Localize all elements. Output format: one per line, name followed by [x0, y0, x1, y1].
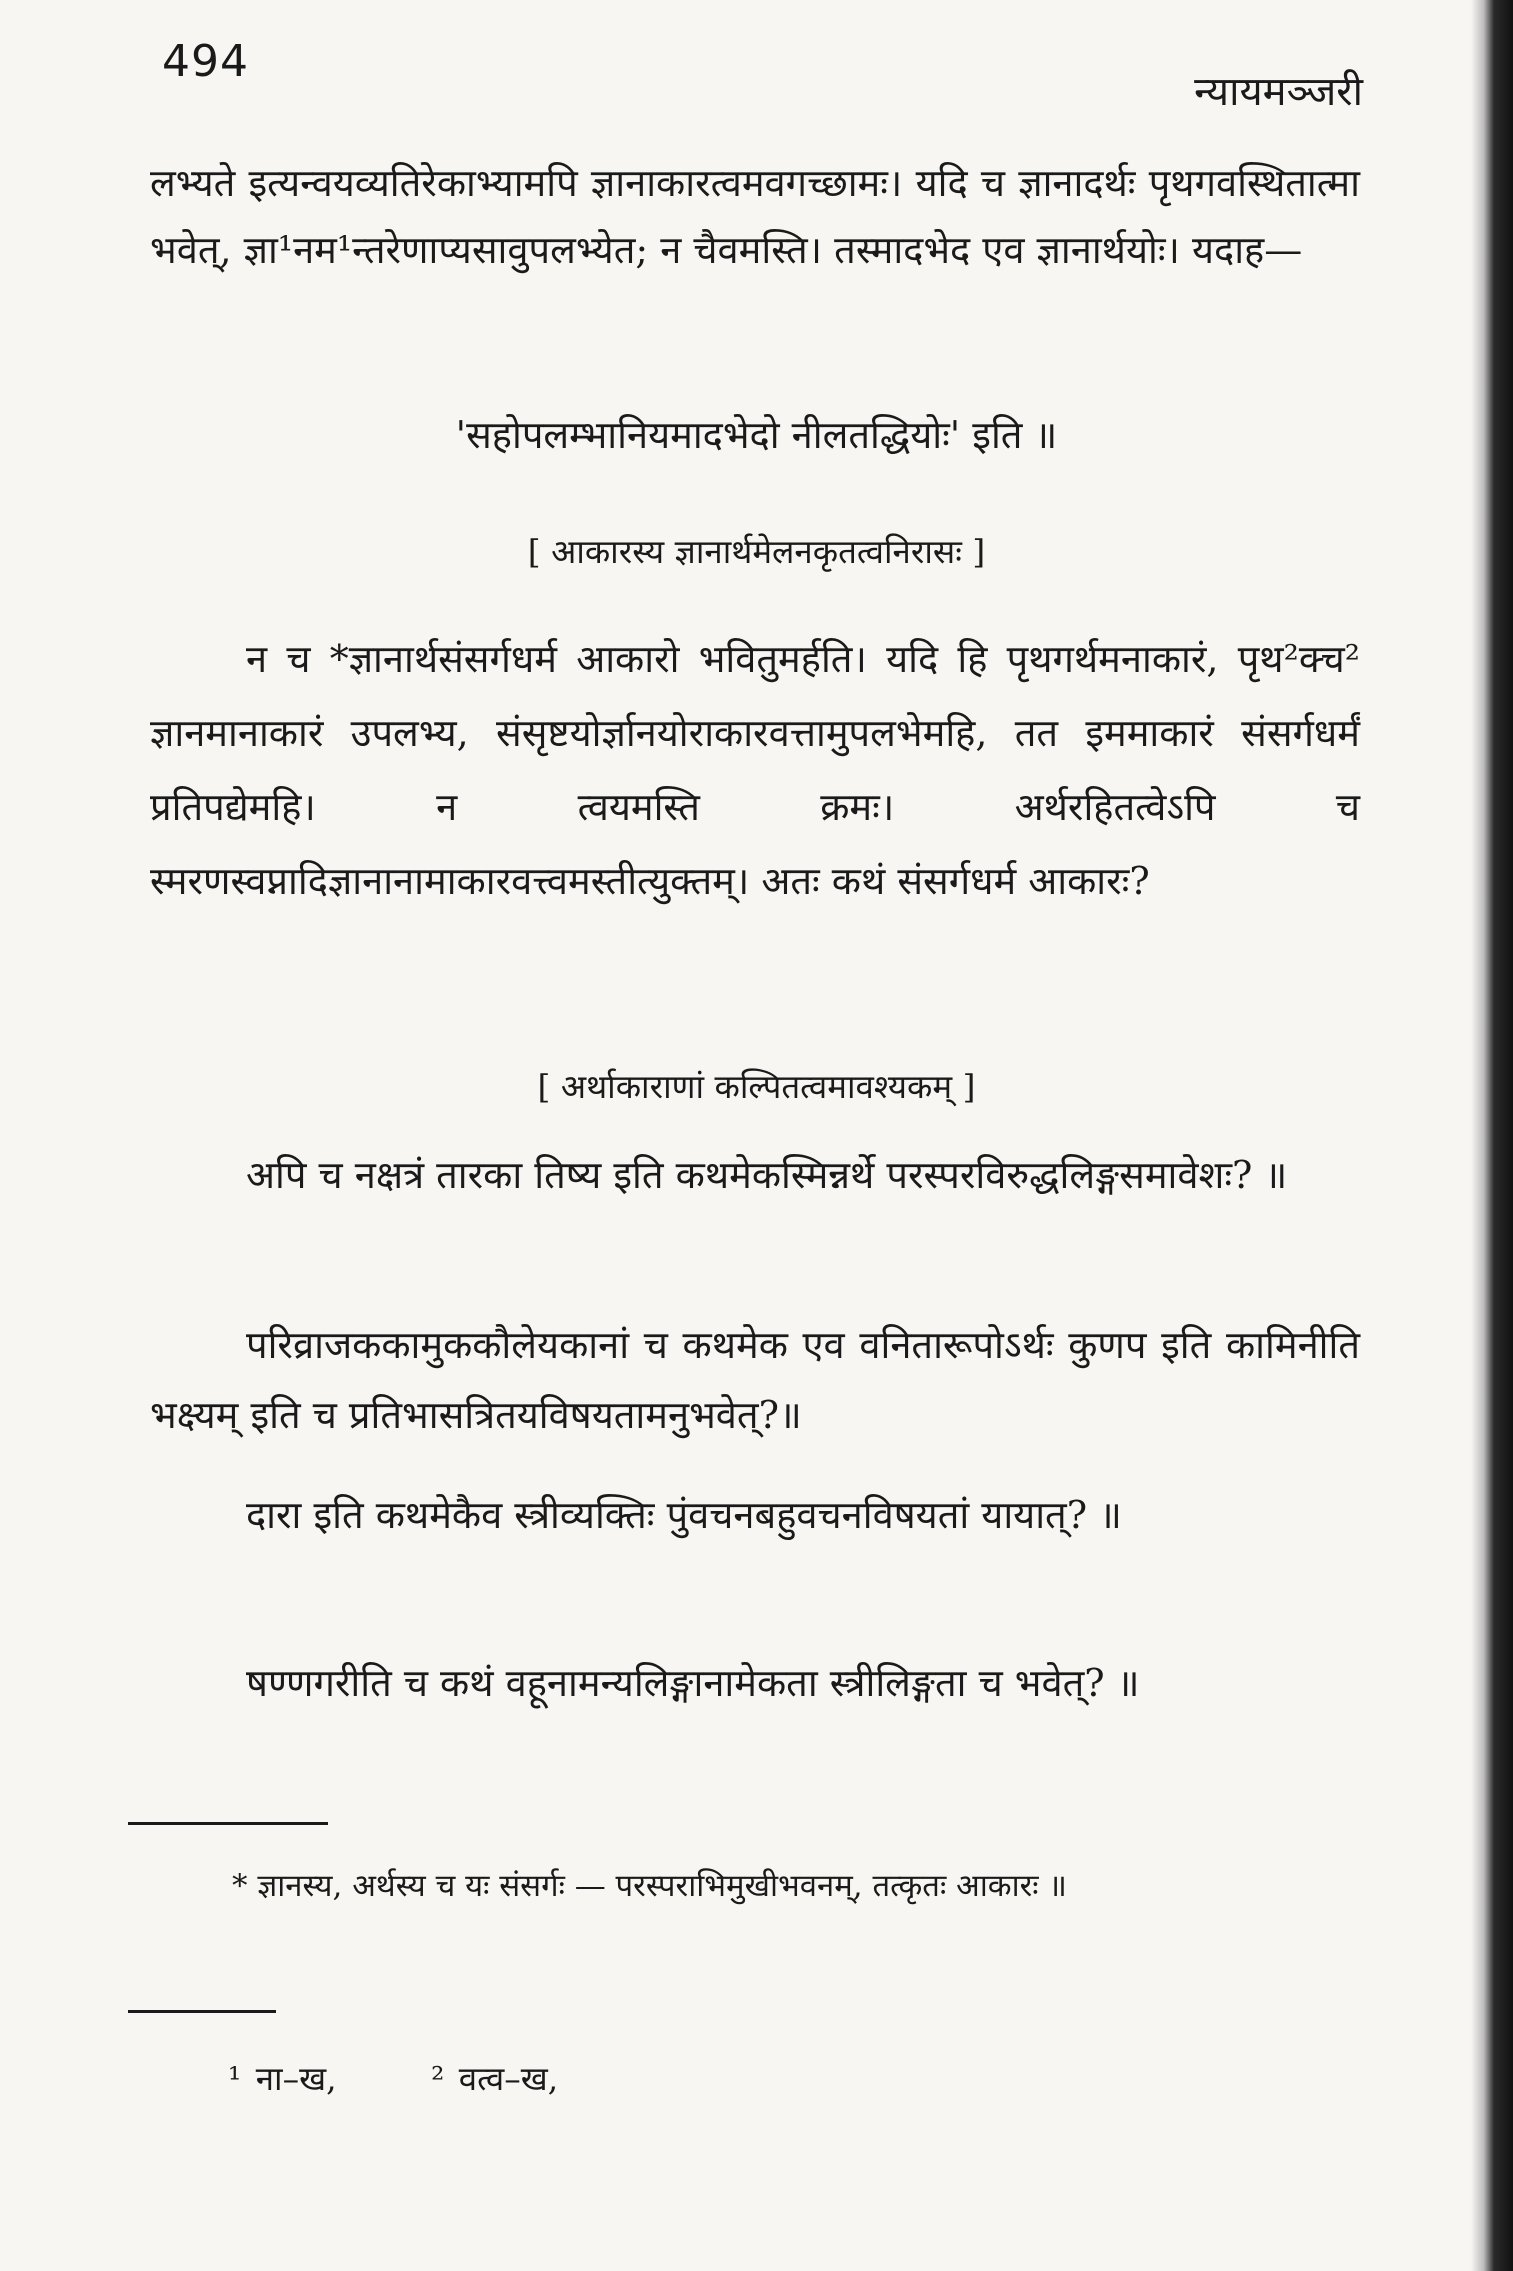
footnote-rule [128, 1822, 328, 1825]
binding-edge-shadow [1471, 0, 1513, 2271]
footnote: * ज्ञानस्य, अर्थस्य च यः संसर्गः — परस्पराभिमुखीभवनम्, तत्कृतः आकारः ॥ [232, 1868, 1067, 1904]
paragraph-4: परिव्राजककामुककौलेयकानां च कथमेक एव वनितारूपोऽर्थः कुणप इति कामिनीति भक्ष्यम् इति च प्रतिभासत्रितयविषयतामनुभवेत्?॥ [150, 1323, 1360, 1437]
paragraph-5: दारा इति कथमेकैव स्त्रीव्यक्तिः पुंवचनबहुवचनविषयतां यायात्? ॥ [246, 1493, 1122, 1537]
running-head: न्यायमञ्जरी [1194, 69, 1363, 115]
page-number: 494 [162, 36, 249, 87]
paragraph-2: न च *ज्ञानार्थसंसर्गधर्म आकारो भवितुमर्हति। यदि हि पृथगर्थमनाकारं, पृथ²क्च² ज्ञानमानाकारं उपलभ्य, संसृष्टयोर्ज्ञानयोराकारवत्तामुपलभेमहि, तत इममाकारं संसर्गधर्मं प्रतिपद्येमहि। न त्वयमस्ति क्रमः। अर्थरहितत्वेऽपि च स्मरणस्वप्नादिज्ञानानामाकारवत्त्वमस्तीत्युक्तम्। अतः कथं संसर्गधर्म आकारः? [150, 637, 1360, 903]
paragraph-6: षण्णगरीति च कथं वहूनामन्यलिङ्गानामेकता स्त्रीलिङ्गता च भवेत्? ॥ [246, 1661, 1140, 1705]
paragraph-3: अपि च नक्षत्रं तारका तिष्य इति कथमेकस्मिन्नर्थे परस्परविरुद्धलिङ्गसमावेशः? ॥ [246, 1153, 1288, 1197]
variant-reading: ¹ ना–ख, [228, 2059, 337, 2098]
verse-quotation: 'सहोपलम्भानियमादभेदो नीलतद्धियोः' इति ॥ [455, 413, 1058, 457]
variant-reading: ² वत्व–ख, [431, 2059, 559, 2098]
variants-rule [128, 2010, 276, 2013]
paragraph-1: लभ्यते इत्यन्वयव्यतिरेकाभ्यामपि ज्ञानाकारत्वमवगच्छामः। यदि च ज्ञानादर्थः पृथगवस्थितात्मा भवेत्, ज्ञा¹नम¹न्तरेणाप्यसावुपलभ्येत; न चैवमस्ति। तस्मादभेद एव ज्ञानार्थयोः। यदाह— [150, 161, 1360, 272]
section-heading-1: [ आकारस्य ज्ञानार्थमेलनकृतत्वनिरासः ] [527, 532, 986, 571]
variant-readings [228, 2055, 638, 2100]
section-heading-2: [ अर्थाकाराणां कल्पितत्वमावश्यकम् ] [537, 1067, 976, 1106]
